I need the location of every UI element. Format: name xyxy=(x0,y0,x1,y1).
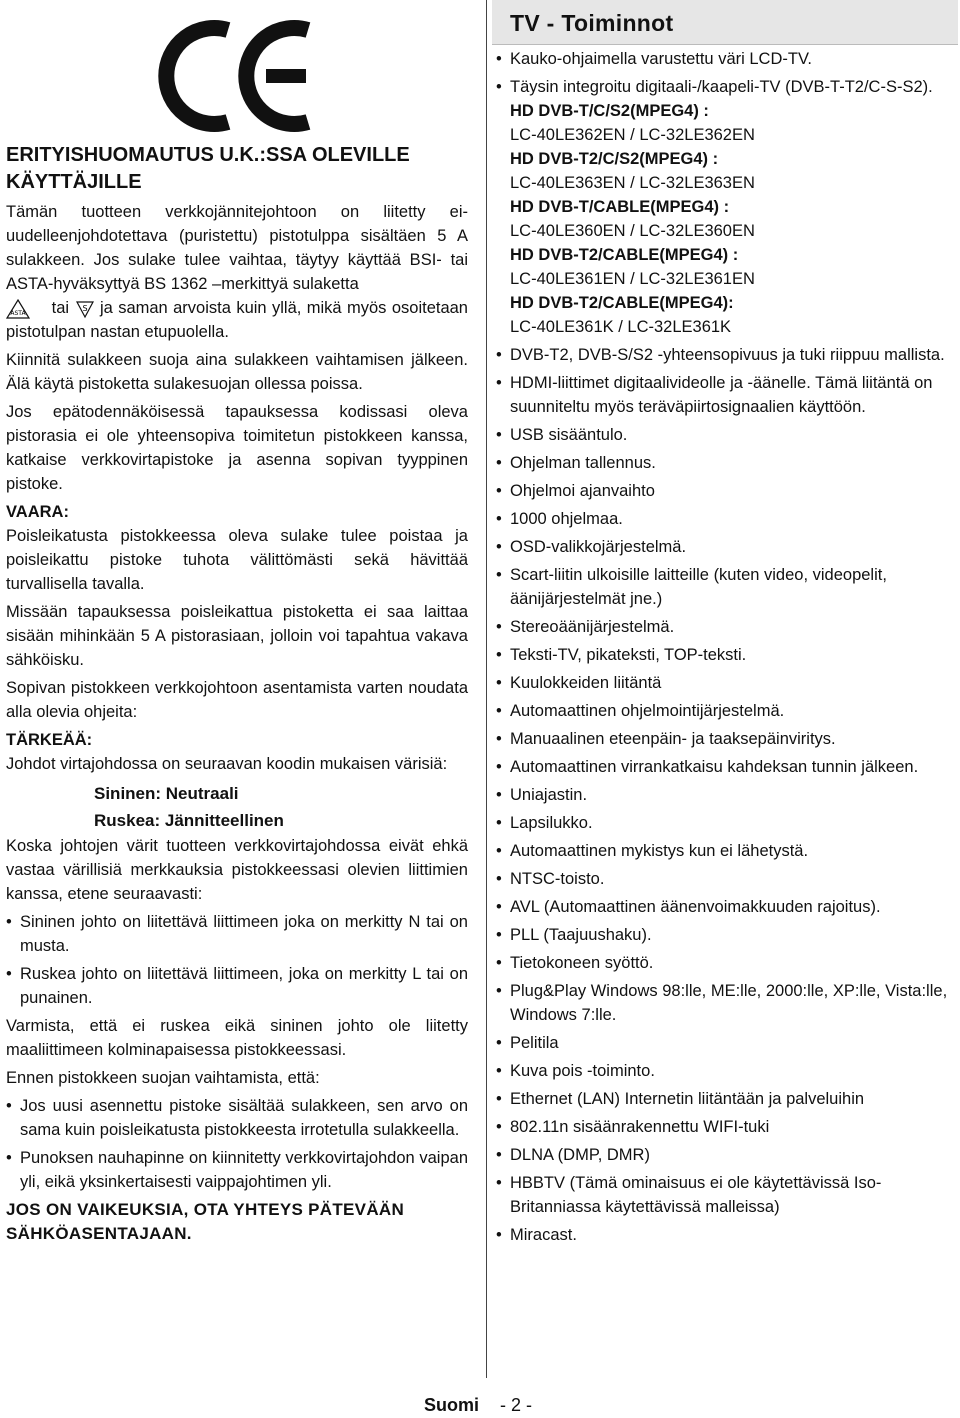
tv-features-heading: TV - Toiminnot xyxy=(492,0,958,45)
feature-item: • HBBTV (Tämä ominaisuus ei ole käytettävissä Iso-Britanniassa käytettävissä malleissa) xyxy=(492,1171,958,1219)
language-label: Suomi xyxy=(424,1395,480,1415)
bullet-item: • Sininen johto on liitettävä liittimeen joka on merkitty N tai on musta. xyxy=(6,910,468,958)
model-standard: HD DVB-T/C/S2(MPEG4) : xyxy=(510,102,709,120)
feature-item: • HDMI-liittimet digitaalivideolle ja -äänelle. Tämä liitäntä on suunniteltu myös teräväpiirtosignaalien käyttöön. xyxy=(492,371,958,419)
paragraph: Sopivan pistokkeen verkkojohtoon asentamista varten noudata alla olevia ohjeita: xyxy=(6,679,468,721)
feature-item: • USB sisääntulo. xyxy=(492,423,958,447)
right-column xyxy=(492,0,958,1251)
bullet-item: • Jos uusi asennettu pistoke sisältää sulakkeen, sen arvo on sama kuin poisleikatusta pistokkeesta irrotetulla sulakkeella. xyxy=(6,1094,468,1142)
left-column xyxy=(6,0,468,1246)
model-list xyxy=(510,99,958,339)
model-numbers: LC-40LE361EN / LC-32LE361EN xyxy=(510,270,755,288)
feature-item: • Teksti-TV, pikateksti, TOP-teksti. xyxy=(492,643,958,667)
model-numbers: LC-40LE363EN / LC-32LE363EN xyxy=(510,174,755,192)
feature-item: • Tietokoneen syöttö. xyxy=(492,951,958,975)
feature-item: • Stereoäänijärjestelmä. xyxy=(492,615,958,639)
feature-item: • Automaattinen ohjelmointijärjestelmä. xyxy=(492,699,958,723)
warning-label: VAARA: xyxy=(6,503,69,521)
model-standard: HD DVB-T/CABLE(MPEG4) : xyxy=(510,198,730,216)
feature-item: • 802.11n sisäänrakennettu WIFI-tuki xyxy=(492,1115,958,1139)
feature-item: • Plug&Play Windows 98:lle, ME:lle, 2000:lle, XP:lle, Vista:lle, Windows 7:lle. xyxy=(492,979,958,1027)
feature-item: • PLL (Taajuushaku). xyxy=(492,923,958,947)
asta-triangle-icon xyxy=(6,299,30,319)
ce-mark-icon xyxy=(158,16,318,136)
paragraph: Kiinnitä sulakkeen suoja aina sulakkeen vaihtamisen jälkeen. Älä käytä pistoketta sulakesuojan ollessa poissa. xyxy=(6,351,468,393)
paragraph: Ennen pistokkeen suojan vaihtamista, että: xyxy=(6,1069,320,1087)
contact-electrician-note: JOS ON VAIKEUKSIA, OTA YHTEYS PÄTEVÄÄN SÄHKÖASENTAJAAN. xyxy=(6,1200,405,1243)
feature-item: • OSD-valikkojärjestelmä. xyxy=(492,535,958,559)
ce-mark-area xyxy=(6,0,468,142)
model-standard: HD DVB-T2/CABLE(MPEG4): xyxy=(510,294,734,312)
paragraph: Poisleikatusta pistokkeessa oleva sulake tulee poistaa ja poisleikattu pistoke tuhota välittömästi sekä hävittää turvallisella tavalla. xyxy=(6,527,468,593)
feature-item: • 1000 ohjelmaa. xyxy=(492,507,958,531)
svg-text:S: S xyxy=(81,303,88,313)
svg-text:ASTA: ASTA xyxy=(10,309,26,317)
feature-item: • Ohjelmoi ajanvaihto xyxy=(492,479,958,503)
wire-color-blue: Sininen: Neutraali xyxy=(94,784,239,803)
feature-item: • Manuaalinen eteenpäin- ja taaksepäinviritys. xyxy=(492,727,958,751)
feature-list xyxy=(492,47,958,1247)
feature-item: • DLNA (DMP, DMR) xyxy=(492,1143,958,1167)
wire-color-brown: Ruskea: Jännitteellinen xyxy=(94,811,284,830)
feature-item: • Lapsilukko. xyxy=(492,811,958,835)
model-standard: HD DVB-T2/CABLE(MPEG4) : xyxy=(510,246,739,264)
uk-notice-heading: ERITYISHUOMAUTUS U.K.:SSA OLEVILLE KÄYTTÄJILLE xyxy=(6,144,410,193)
feature-item: • Pelitila xyxy=(492,1031,958,1055)
important-label: TÄRKEÄÄ: xyxy=(6,731,93,749)
column-divider xyxy=(486,0,487,1378)
feature-item: • Kuva pois -toiminto. xyxy=(492,1059,958,1083)
paragraph: Tämän tuotteen verkkojännitejohtoon on liitetty ei-uudelleenjohdotettava (puristettu) pistotulppa sisältäen 5 A sulakkeen. Jos sulake tulee vaihtaa, täytyy käyttää BSI- tai ASTA-hyväksyttyä BS 1362 –merkittyä sulaketta ASTA tai S ja saman arvoista kuin yllä, mikä myös osoitetaan pistotulpan nastan etupuolella. xyxy=(6,203,468,341)
page-footer xyxy=(424,1392,532,1418)
feature-item: • Automaattinen mykistys kun ei lähetystä. xyxy=(492,839,958,863)
bsi-kitemark-icon xyxy=(75,299,95,319)
feature-item: • Kuulokkeiden liitäntä xyxy=(492,671,958,695)
feature-item: • Ethernet (LAN) Internetin liitäntään ja palveluihin xyxy=(492,1087,958,1111)
paragraph: Jos epätodennäköisessä tapauksessa kodissasi oleva pistorasia ei ole yhteensopiva toimitetun pistokkeen kanssa, katkaise verkkovirtapistoke ja asenna sopivan tyyppinen pistoke. xyxy=(6,403,468,493)
model-standard: HD DVB-T2/C/S2(MPEG4) : xyxy=(510,150,719,168)
bullet-item: • Punoksen nauhapinne on kiinnitetty verkkovirtajohdon vaipan yli, eikä yksinkertaisesti vaippajohtimen yli. xyxy=(6,1146,468,1194)
paragraph: Johdot virtajohdossa on seuraavan koodin mukaisen värisiä: xyxy=(6,755,448,773)
feature-item: • Uniajastin. xyxy=(492,783,958,807)
paragraph: Missään tapauksessa poisleikattua pistoketta ei saa laittaa sisään mihinkään 5 A pistorasiaan, jolloin voi tapahtua vakava sähköisku. xyxy=(6,603,468,669)
feature-item: • Kauko-ohjaimella varustettu väri LCD-TV. xyxy=(492,47,958,71)
feature-item: • Täysin integroitu digitaali-/kaapeli-TV (DVB-T-T2/C-S-S2). HD DVB-T/C/S2(MPEG4) : LC-40LE362EN / LC-32LE362EN HD DVB-T2/C/S2(MPEG4) : LC-40LE363EN / LC-32LE363EN HD DVB-T/CABLE(MPEG4) : LC-40LE360EN / LC-32LE360EN HD DVB-T2/CABLE(MPEG4) : LC-40LE361EN / LC-32LE361EN HD DVB-T2/CABLE(MPEG4): LC-40LE361K / LC-32LE361K xyxy=(492,75,958,339)
paragraph: Koska johtojen värit tuotteen verkkovirtajohdossa eivät ehkä vastaa värillisiä merkkauksia pistokkeessasi olevien liittimien kanssa, etene seuraavasti: xyxy=(6,837,468,903)
model-numbers: LC-40LE360EN / LC-32LE360EN xyxy=(510,222,755,240)
feature-item: • NTSC-toisto. xyxy=(492,867,958,891)
feature-item: • Automaattinen virrankatkaisu kahdeksan tunnin jälkeen. xyxy=(492,755,958,779)
bullet-item: • Ruskea johto on liitettävä liittimeen, joka on merkitty L tai on punainen. xyxy=(6,962,468,1010)
feature-item: • DVB-T2, DVB-S/S2 -yhteensopivuus ja tuki riippuu mallista. xyxy=(492,343,958,367)
feature-item: • Scart-liitin ulkoisille laitteille (kuten video, videopelit, äänijärjestelmät jne.) xyxy=(492,563,958,611)
paragraph: Varmista, että ei ruskea eikä sininen johto ole liitetty maaliittimeen kolminapaisessa pistokkeessasi. xyxy=(6,1017,468,1059)
model-numbers: LC-40LE362EN / LC-32LE362EN xyxy=(510,126,755,144)
feature-item: • Ohjelman tallennus. xyxy=(492,451,958,475)
feature-item: • Miracast. xyxy=(492,1223,958,1247)
model-numbers: LC-40LE361K / LC-32LE361K xyxy=(510,318,732,336)
feature-item: • AVL (Automaattinen äänenvoimakkuuden rajoitus). xyxy=(492,895,958,919)
page-number: - 2 - xyxy=(500,1395,533,1415)
